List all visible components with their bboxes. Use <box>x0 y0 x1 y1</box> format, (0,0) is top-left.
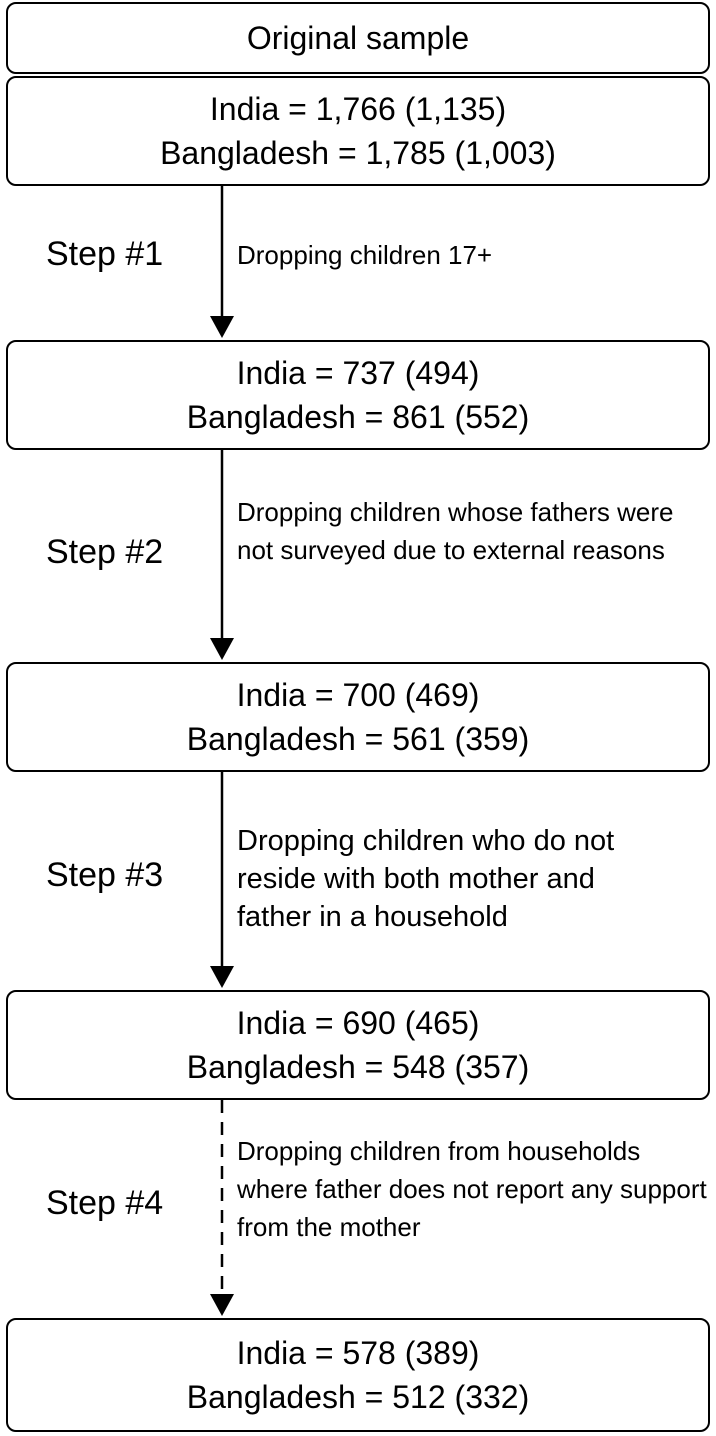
step-1-description: Dropping children 17+ <box>237 240 493 270</box>
step-1-arrow <box>205 186 239 340</box>
sample-box-final <box>6 1318 710 1432</box>
india-count: India = 737 (494) <box>236 355 480 391</box>
india-count: India = 700 (469) <box>236 677 480 713</box>
sample-box-step-2 <box>6 662 710 772</box>
step-2-label: Step #2 <box>46 533 164 571</box>
original-sample-title: Original sample <box>246 20 470 56</box>
step-2-description: Dropping children whose fathers were not surveyed due to external reasons <box>237 497 674 565</box>
bangladesh-count: Bangladesh = 561 (359) <box>186 721 530 757</box>
step-3-description: Dropping children who do not reside with both mother and father in a household <box>237 825 615 933</box>
bangladesh-count: Bangladesh = 1,785 (1,003) <box>160 135 556 171</box>
step-1-label: Step #1 <box>46 235 164 273</box>
step-3-label: Step #3 <box>46 856 164 894</box>
step-2-arrow <box>205 450 239 662</box>
india-count: India = 690 (465) <box>236 1005 480 1041</box>
bangladesh-count: Bangladesh = 861 (552) <box>186 399 530 435</box>
bangladesh-count: Bangladesh = 512 (332) <box>186 1379 530 1415</box>
india-count: India = 1,766 (1,135) <box>209 91 507 127</box>
step-3-arrow <box>205 772 239 990</box>
sample-box-step-1 <box>6 340 710 450</box>
sample-box-step-3 <box>6 990 710 1100</box>
original-sample-box <box>6 2 710 74</box>
india-count: India = 578 (389) <box>236 1335 480 1371</box>
step-4-label: Step #4 <box>46 1184 164 1222</box>
step-4-dashed-arrow <box>205 1100 239 1318</box>
step-4-description: Dropping children from households where father does not report any support from the mother <box>237 1136 707 1242</box>
bangladesh-count: Bangladesh = 548 (357) <box>186 1049 530 1085</box>
sample-box-original <box>6 76 710 186</box>
